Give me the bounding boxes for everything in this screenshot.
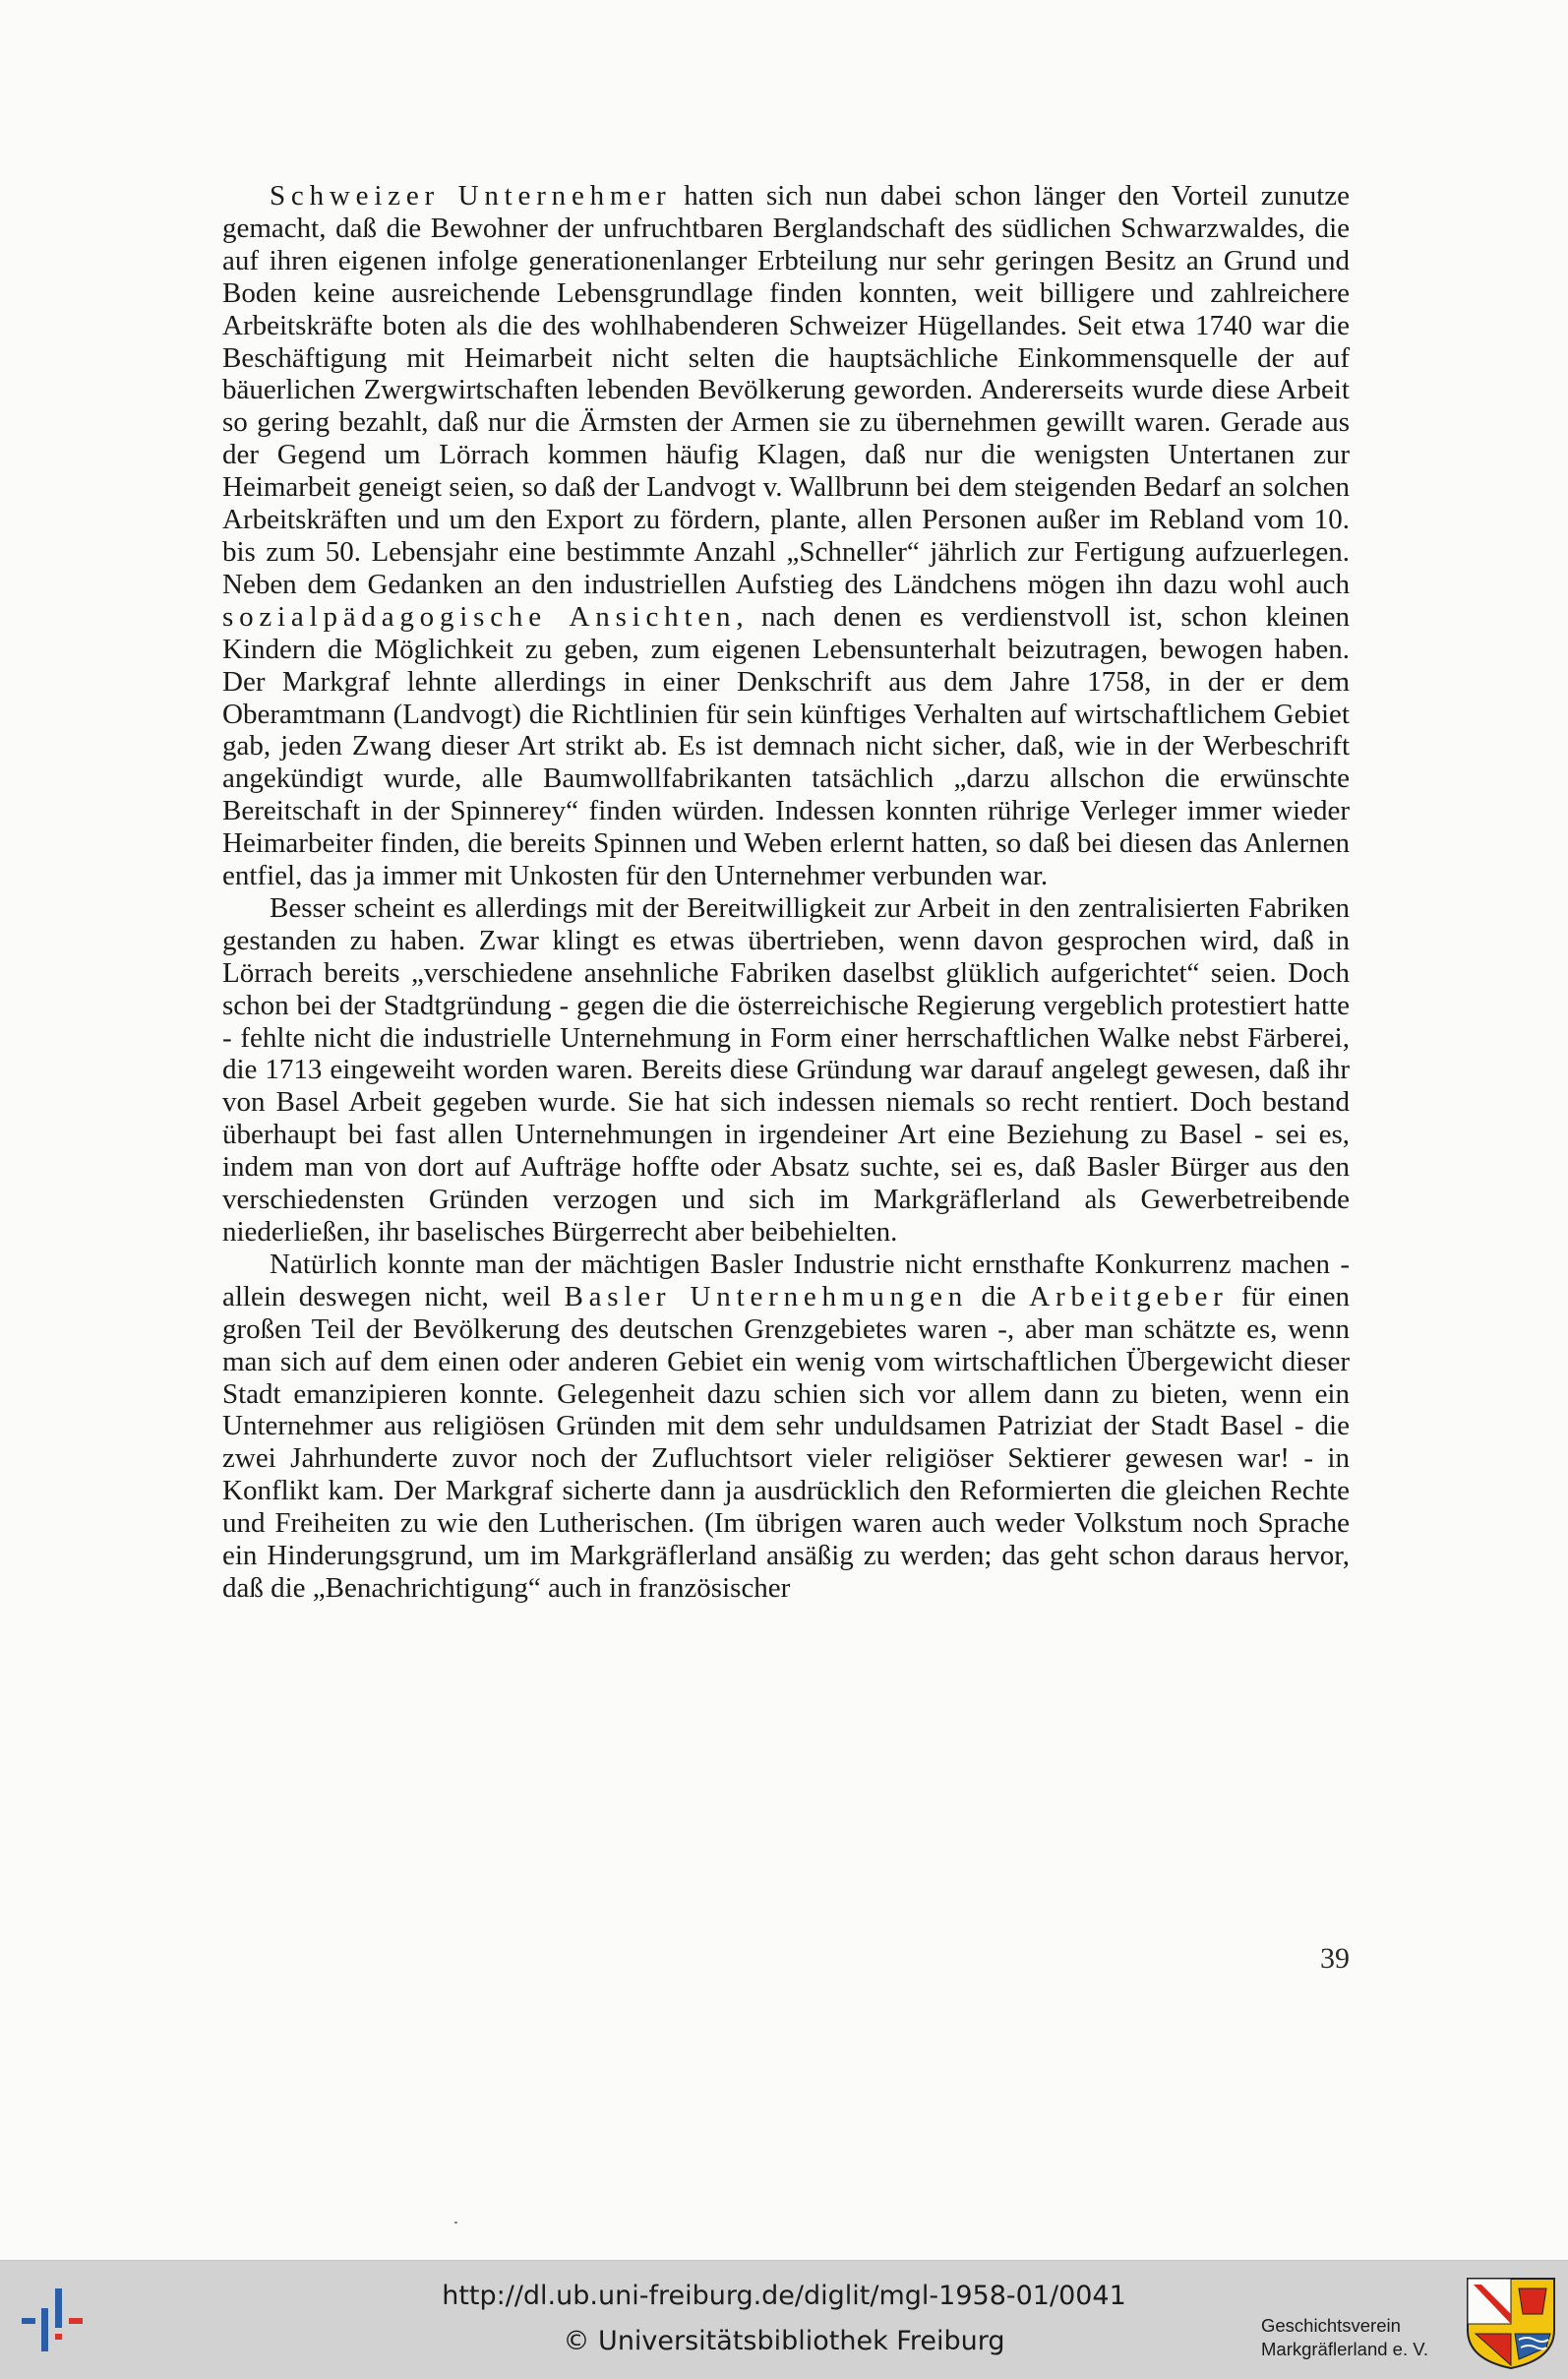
permalink-url[interactable]: http://dl.ub.uni-freiburg.de/diglit/mgl-1958-01/0041 bbox=[442, 2281, 1126, 2311]
emphasized-text: sozialpädagogische Ansichten bbox=[222, 600, 737, 633]
text-run: , nach denen es verdienstvoll ist, schon kleinen Kindern die Möglichkeit zu geben, zum eigenen Lebensunterhalt beizutragen, bewogen haben. Der Markgraf lehnte allerdings in einer Denkschrift aus dem Jahre 1758, in der er dem Oberamtmann (Landvogt) die Richtlinien für sein künftiges Verhalten auf wirtschaftlichem Gebiet gab, jeden Zwang dieser Art strikt ab. Es ist demnach nicht sicher, daß, wie in der Werbeschrift angekündigt wurde, alle Baumwollfabrikanten tatsächlich „darzu allschon die erwünschte Bereitschaft in der Spinnerey“ finden würden. Indessen konnten rührige Verleger immer wieder Heimarbeiter finden, die bereits Spinnen und Weben erlernt hatten, so daß bei diesen das Anlernen entfiel, das ja immer mit Unkosten für den Unternehmer verbunden war. bbox=[222, 600, 1350, 892]
copyright-notice: © Universitätsbibliothek Freiburg bbox=[563, 2326, 1005, 2356]
text-run: Besser scheint es allerdings mit der Bereitwilligkeit zur Arbeit in den zentralisierten Fabriken gestanden zu haben. Zwar klingt es etwas übertrieben, wenn davon gesprochen wird, daß in Lörrach bereits „verschiedene ansehnliche Fabriken daselbst glüklich aufgerichtet“ seien. Doch schon bei der Stadtgründung - gegen die die österreichische Regierung vergeblich protestiert hatte - fehlte nicht die industrielle Unternehmung in Form einer herrschaftlichen Walke nebst Färberei, die 1713 eingeweiht worden waren. Bereits diese Gründung war darauf angelegt gewesen, daß ihr von Basel Arbeit gegeben wurde. Sie hat sich indessen niemals so recht rentiert. Doch bestand überhaupt bei fast allen Unternehmungen in irgendeiner Art eine Beziehung zu Basel - sei es, indem man von dort auf Aufträge hoffte oder Absatz suchte, sei es, daß Basler Bürger aus den verschiedensten Gründen verzogen und sich im Markgräflerland als Gewerbetreibende niederließen, ihr baselisches Bürgerrecht aber beibehielten. bbox=[222, 891, 1350, 1248]
coat-of-arms-icon[interactable] bbox=[1464, 2275, 1558, 2371]
paragraph-1 bbox=[222, 180, 1350, 892]
emphasized-text: Arbeitgeber bbox=[1029, 1280, 1229, 1312]
text-run: hatten sich nun dabei schon länger den Vorteil zunutze gemacht, daß die Bewohner der unfruchtbaren Berglandschaft des südlichen Schwarzwaldes, die auf ihren eigenen infolge generationenlanger Erbteilung nur sehr geringen Besitz an Grund und Boden keine ausreichende Lebensgrundlage finden konnten, weit billigere und zahlreichere Arbeitskräfte boten als die des wohlhabenderen Schweizer Hügellandes. Seit etwa 1740 war die Beschäftigung mit Heimarbeit nicht selten die hauptsächliche Einkommensquelle der auf bäuerlichen Zwergwirtschaften lebenden Bevölkerung geworden. Andererseits wurde diese Arbeit so gering bezahlt, daß nur die Ärmsten der Armen sie zu übernehmen gewillt waren. Gerade aus der Gegend um Lörrach kommen häufig Klagen, daß nur die wenigsten Untertanen zur Heimarbeit geneigt seien, so daß der Landvogt v. Wallbrunn bei dem steigenden Bedarf an solchen Arbeitskräften und um den Export zu fördern, plante, allen Personen außer im Rebland vom 10. bis zum 50. Lebensjahr eine bestimmte Anzahl „Schneller“ jährlich zur Fertigung aufzuerlegen. Neben dem Gedanken an den industriellen Aufstieg des Ländchens mögen ihn dazu wohl auch bbox=[222, 180, 1350, 600]
text-run: die bbox=[968, 1280, 1030, 1312]
emphasized-text: Schweizer Unternehmer bbox=[270, 180, 672, 212]
society-name-line2: Markgräflerland e. V. bbox=[1261, 2339, 1429, 2359]
scan-speck bbox=[454, 2222, 457, 2224]
page-number: 39 bbox=[1320, 1942, 1350, 1975]
paragraph-2 bbox=[222, 892, 1350, 1249]
text-run: Natürlich konnte man der mächtigen Basler Industrie nicht ernsthafte Konkurrenz machen - allein deswegen nicht, weil bbox=[222, 1248, 1350, 1312]
emphasized-text: Basler Unternehmungen bbox=[564, 1280, 969, 1312]
society-name-line1: Geschichtsverein bbox=[1261, 2315, 1401, 2336]
society-name bbox=[1261, 2314, 1458, 2361]
footer-bar bbox=[0, 2260, 1568, 2379]
paragraph-3 bbox=[222, 1249, 1350, 1605]
body-text bbox=[222, 180, 1350, 1605]
text-run: für einen großen Teil der Bevölkerung des deutschen Grenzgebietes waren -, aber man schätzte es, wenn man sich auf dem einen oder anderen Gebiet ein wenig vom wirtschaftlichen Übergewicht dieser Stadt emanzipieren konnte. Gelegenheit dazu schien sich vor allem dann zu bieten, wenn ein Unternehmer aus religiösen Gründen mit dem sehr unduldsamen Patriziat der Stadt Basel - die zwei Jahrhunderte zuvor noch der Zufluchtsort vieler religiöser Sektierer gewesen war! - in Konflikt kam. Der Markgraf sicherte dann ja ausdrücklich den Reformierten die gleichen Rechte und Freiheiten zu wie den Lutherischen. (Im übrigen waren auch weder Volkstum noch Sprache ein Hinderungsgrund, um im Markgräflerland ansäßig zu werden; das geht schon daraus hervor, daß die „Benachrichtigung“ auch in französischer bbox=[222, 1280, 1350, 1604]
